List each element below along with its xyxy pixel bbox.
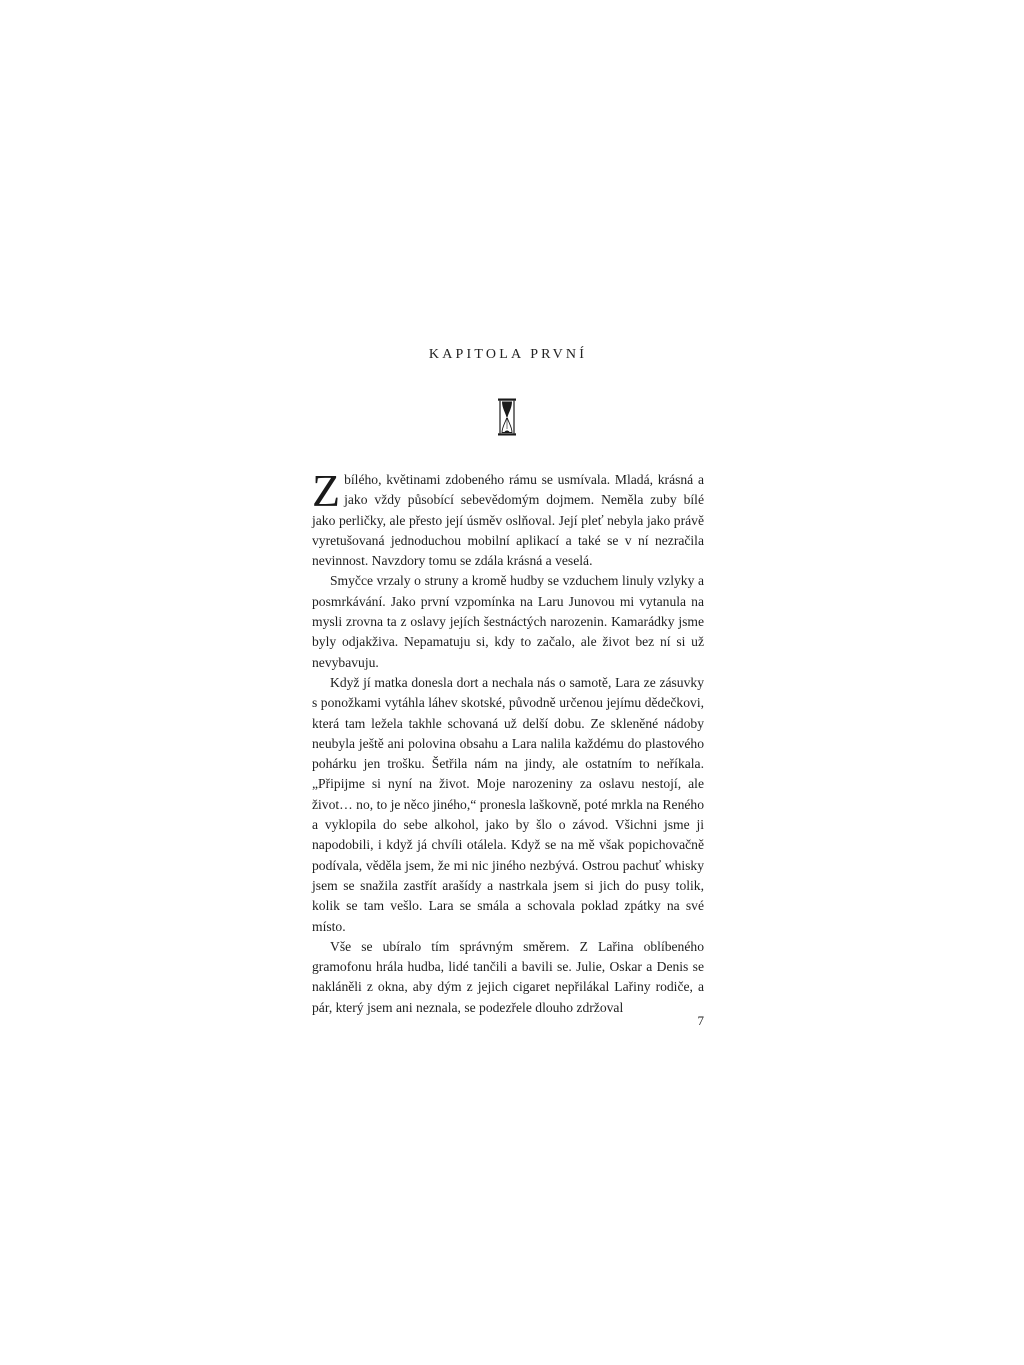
hourglass-icon bbox=[497, 398, 517, 436]
drop-cap: Z bbox=[312, 465, 341, 516]
chapter-heading: KAPITOLA PRVNÍ bbox=[428, 347, 588, 362]
page-number: 7 bbox=[697, 1013, 704, 1028]
paragraph-1 bbox=[312, 465, 704, 571]
paragraph-2: Smyčce vrzaly o struny a kromě hudby se vzduchem linuly vzlyky a posmrkávání. Jako první vzpomínka na Laru Junovou mi vytanula na mysli zrovna ta z oslavy jejích šestnáctých narozenin. Kamarádky jsme byly odjakživa. Nepamatuju si, kdy to začalo, ale život bez ní si už nevybavuju. bbox=[312, 573, 704, 670]
paragraph-1-text: bílého, květinami zdobeného rámu se usmívala. Mladá, krásná a jako vždy působící sebevědomým dojmem. Neměla zuby bílé jako perličky, ale přesto její úsměv oslňoval. Její pleť nebyla jako právě vyretušovaná jednoduchou mobilní aplikací a také se v ní nezračila nevinnost. Navzdory tomu se zdála krásná a veselá. bbox=[312, 472, 704, 569]
chapter-body bbox=[312, 465, 704, 1018]
paragraph-4: Vše se ubíralo tím správným směrem. Z Lařina oblíbeného gramofonu hrála hudba, lidé tančili a bavili se. Julie, Oskar a Denis se nakláněli z okna, aby dým z jejich cigaret nepřilákal Lařiny rodiče, a pár, který jsem ani neznala, se podezřele dlouho zdržoval bbox=[312, 938, 704, 1015]
paragraph-3: Když jí matka donesla dort a nechala nás o samotě, Lara ze zásuvky s ponožkami vytáhla láhev skotské, původně určenou jejímu dědečkovi, která tam ležela takhle schovaná už delší dobu. Ze skleněné nádoby neubyla ještě ani polovina obsahu a Lara nalila každému do plastového pohárku jen trošku. Šetřila nám na jindy, ale ostatním to neříkala. „Připijme si nyní na život. Moje narozeniny za oslavu nestojí, ale život… no, to je něco jiného,“ pronesla laškovně, poté mrkla na Reného a vyklopila do sebe alkohol, jako by šlo o závod. Všichni jsme ji napodobili, i když já chvíli otálela. Když se na mě však popichovačně podívala, věděla jsem, že mi nic jiného nezbývá. Ostrou pachuť whisky jsem se snažila zastřít arašídy a nastrkala jsem si jich do pusy tolik, kolik se tam vešlo. Lara se smála a schovala poklad zpátky na své místo. bbox=[312, 674, 704, 934]
